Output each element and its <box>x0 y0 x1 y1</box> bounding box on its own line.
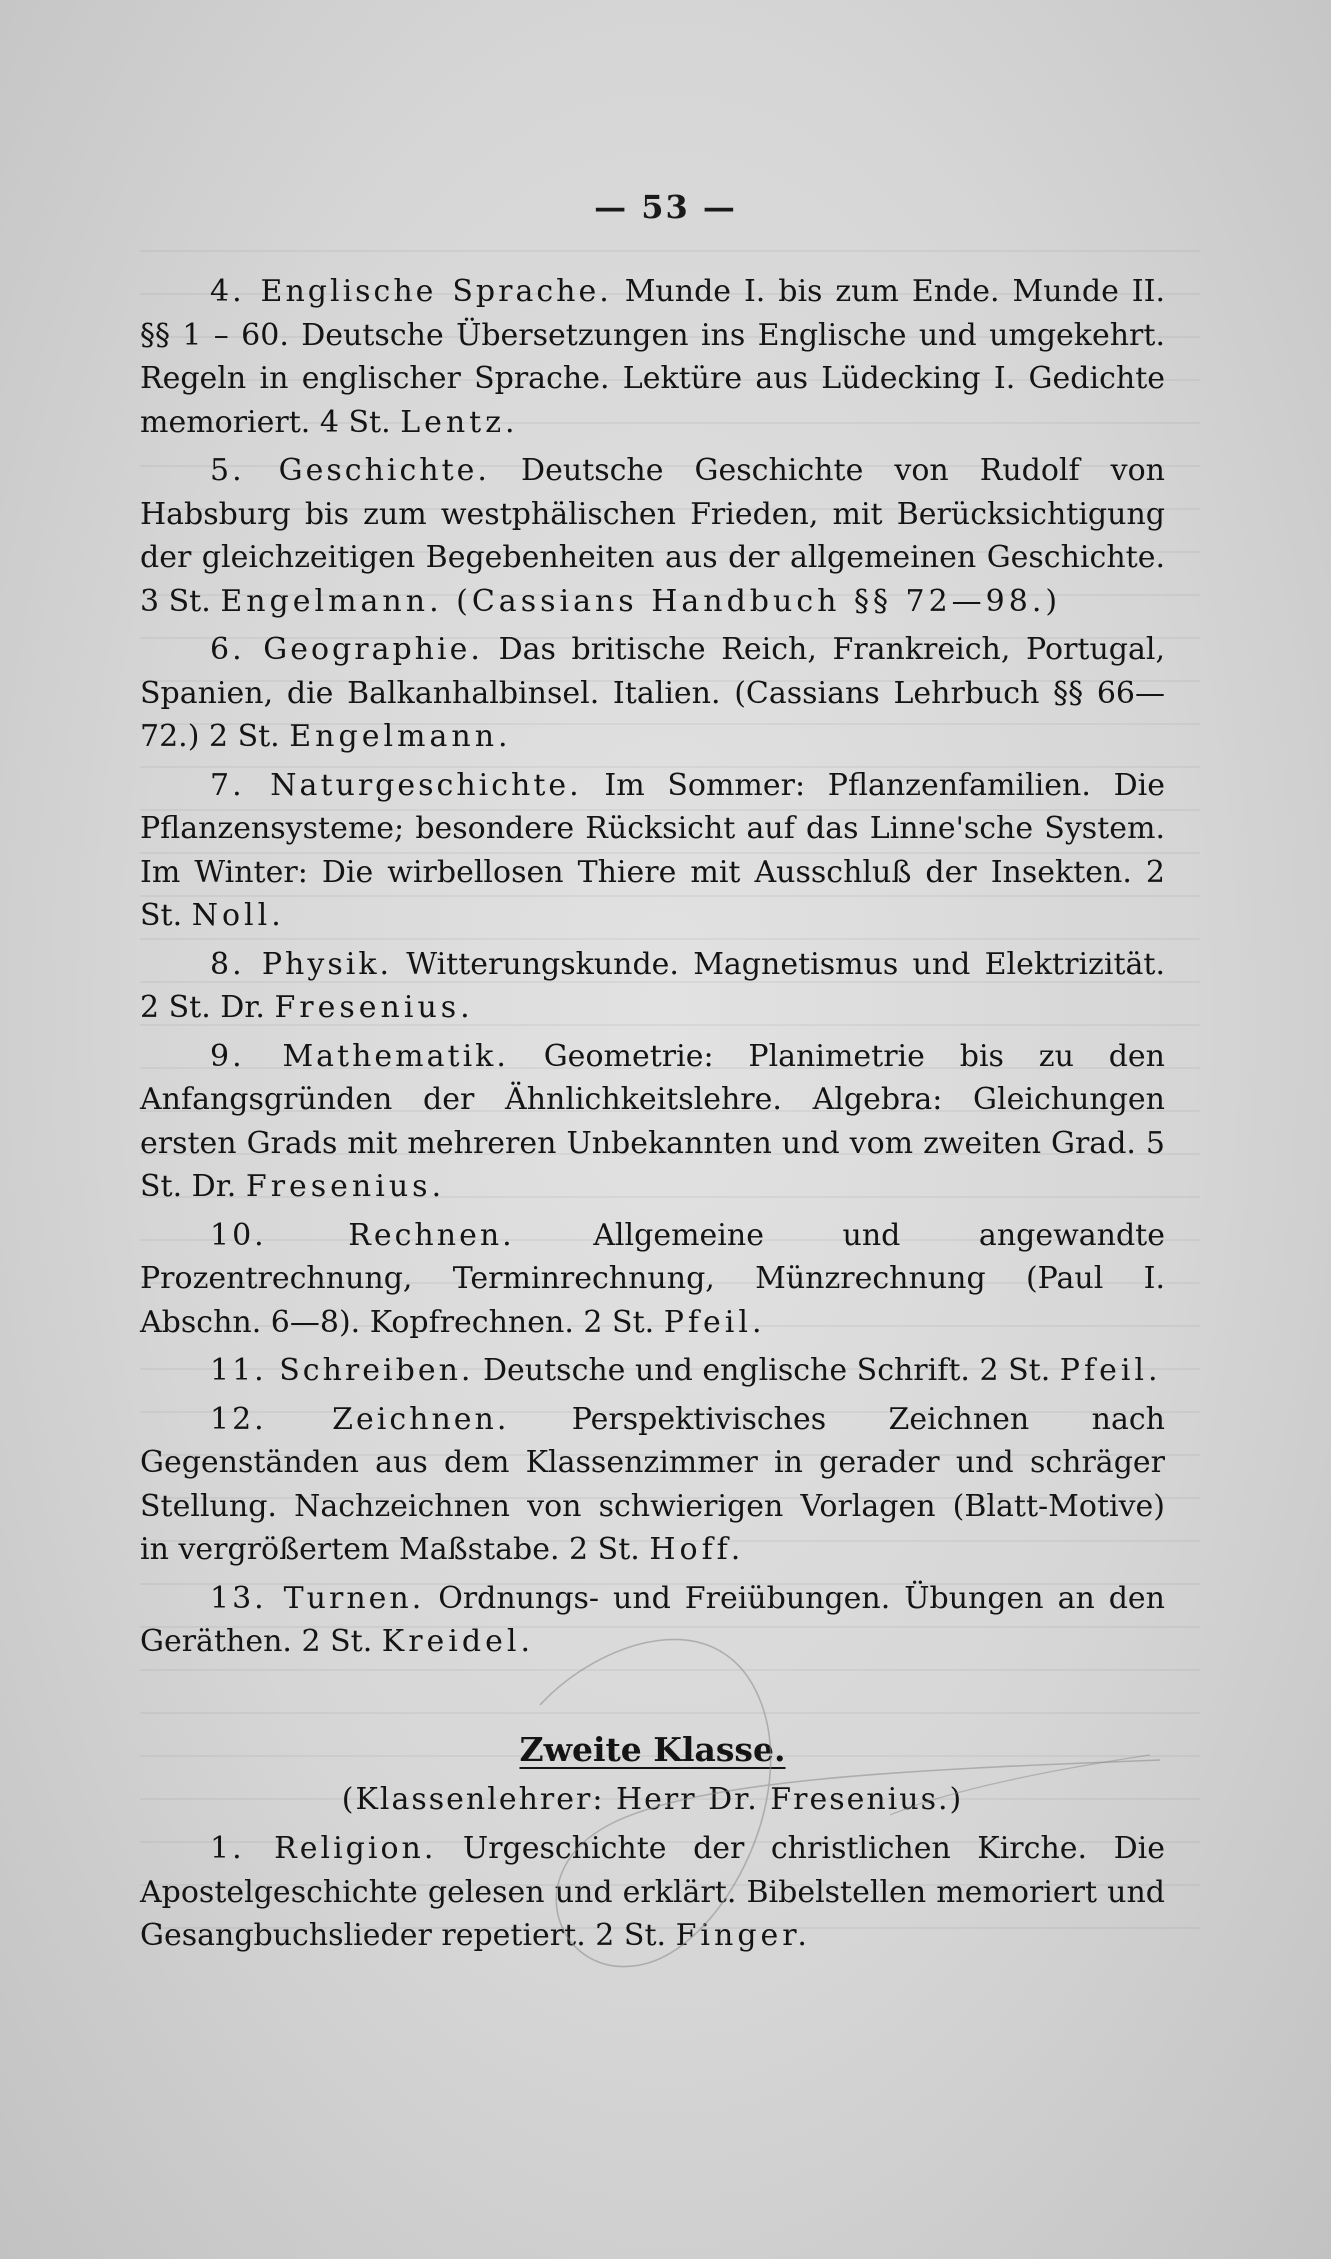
entry-teacher: Pfeil. <box>663 1304 766 1340</box>
entry-lead: 13. Turnen. <box>210 1580 425 1616</box>
entry-mathematik <box>140 1035 1165 1209</box>
section-subtitle: (Klassenlehrer: Herr Dr. Fresenius.) <box>341 1781 964 1817</box>
entry-teacher: Finger. <box>675 1918 811 1953</box>
entry-body: Ordnungs- und Freiübungen. Übungen an den Geräthen. 2 St. <box>140 1580 1165 1659</box>
entry-body: Im Sommer: Pflanzenfamilien. Die Pflanzensysteme; besondere Rücksicht auf das Linne'sche System. Im Winter: Die wirbellosen Thiere mit Ausschluß der Insekten. 2 St. <box>140 767 1165 933</box>
entry-body: Deutsche und englische Schrift. 2 St. <box>482 1353 1051 1388</box>
entry-lead: 6. Geographie. <box>210 632 483 667</box>
entry-teacher: Pfeil. <box>1059 1353 1162 1388</box>
entry-teacher: Hoff. <box>649 1532 745 1567</box>
entry-geschichte <box>140 449 1165 623</box>
entry-naturgeschichte <box>140 764 1165 938</box>
entry-lead: 12. Zeichnen. <box>210 1401 510 1437</box>
entry-physik <box>140 943 1165 1030</box>
entry-teacher: Fresenius. <box>274 990 474 1025</box>
entry-teacher: Engelmann. (Cassians Handbuch §§ 72—98.) <box>220 583 1062 619</box>
entry-lead: 9. Mathematik. <box>210 1038 509 1074</box>
entry-body: Allgemeine und angewandte Prozentrechnung, Terminrechnung, Münzrechnung (Paul I. Abschn. 6—8). Kopfrechnen. 2 St. <box>140 1217 1165 1340</box>
entry-lead: 8. Physik. <box>210 946 393 982</box>
page-number: — 53 — <box>594 188 737 226</box>
entry-teacher: Kreidel. <box>381 1624 534 1659</box>
entry-teacher: Lentz. <box>400 404 519 440</box>
entry-body: Munde I. bis zum Ende. Munde II. §§ 1 – 60. Deutsche Übersetzungen ins Englische und umgekehrt. Regeln in englischer Sprache. Lektüre aus Lüdecking I. Gedichte memoriert. 4 St. <box>140 274 1165 440</box>
entry-teacher: Fresenius. <box>245 1169 446 1204</box>
entry-body: Perspektivisches Zeichnen nach Gegenständen aus dem Klassenzimmer in gerader und schräger Stellung. Nachzeichnen von schwierigen Vorlagen (Blatt-Motive) in vergrößertem Maßstabe. 2 St. <box>140 1401 1165 1567</box>
entry-englische-sprache <box>140 270 1165 444</box>
entry-lead: 7. Naturgeschichte. <box>210 767 582 803</box>
entry-teacher: Noll. <box>191 898 285 933</box>
entry-body: Geometrie: Planimetrie bis zu den Anfangsgründen der Ähnlichkeitslehre. Algebra: Gleichungen ersten Grads mit mehreren Unbekannten und vom zweiten Grad. 5 St. Dr. <box>140 1038 1165 1204</box>
entry-lead: 10. Rechnen. <box>210 1217 515 1253</box>
entry-lead: 11. Schreiben. <box>210 1353 474 1388</box>
entry-geographie <box>140 628 1165 759</box>
entry-lead: 5. Geschichte. <box>210 453 490 488</box>
entry-religion <box>140 1827 1165 1958</box>
entry-turnen <box>140 1577 1165 1664</box>
entry-rechnen <box>140 1214 1165 1345</box>
entry-body: Das britische Reich, Frankreich, Portugal, Spanien, die Balkanhalbinsel. Italien. (Cassians Lehrbuch §§ 66—72.) 2 St. <box>140 632 1166 754</box>
entry-body: Deutsche Geschichte von Rudolf von Habsburg bis zum westphälischen Frieden, mit Berücksichtigung der gleichzeitigen Begebenheiten aus der allgemeinen Geschichte. 3 St. <box>140 453 1165 619</box>
text-block <box>140 270 1165 1963</box>
entry-zeichnen <box>140 1398 1165 1572</box>
entry-lead: 1. Religion. <box>210 1831 437 1866</box>
section-heading: Zweite Klasse. <box>519 1729 786 1769</box>
entry-body: Witterungskunde. Magnetismus und Elektrizität. 2 St. Dr. <box>140 946 1165 1025</box>
entry-schreiben <box>140 1349 1165 1393</box>
entry-body: Urgeschichte der christlichen Kirche. Die Apostelgeschichte gelesen und erklärt. Bibelstellen memoriert und Gesangbuchslieder repetiert. 2 St. <box>140 1831 1165 1953</box>
entry-teacher: Engelmann. <box>289 719 512 754</box>
entry-lead: 4. Englische Sprache. <box>210 274 612 309</box>
